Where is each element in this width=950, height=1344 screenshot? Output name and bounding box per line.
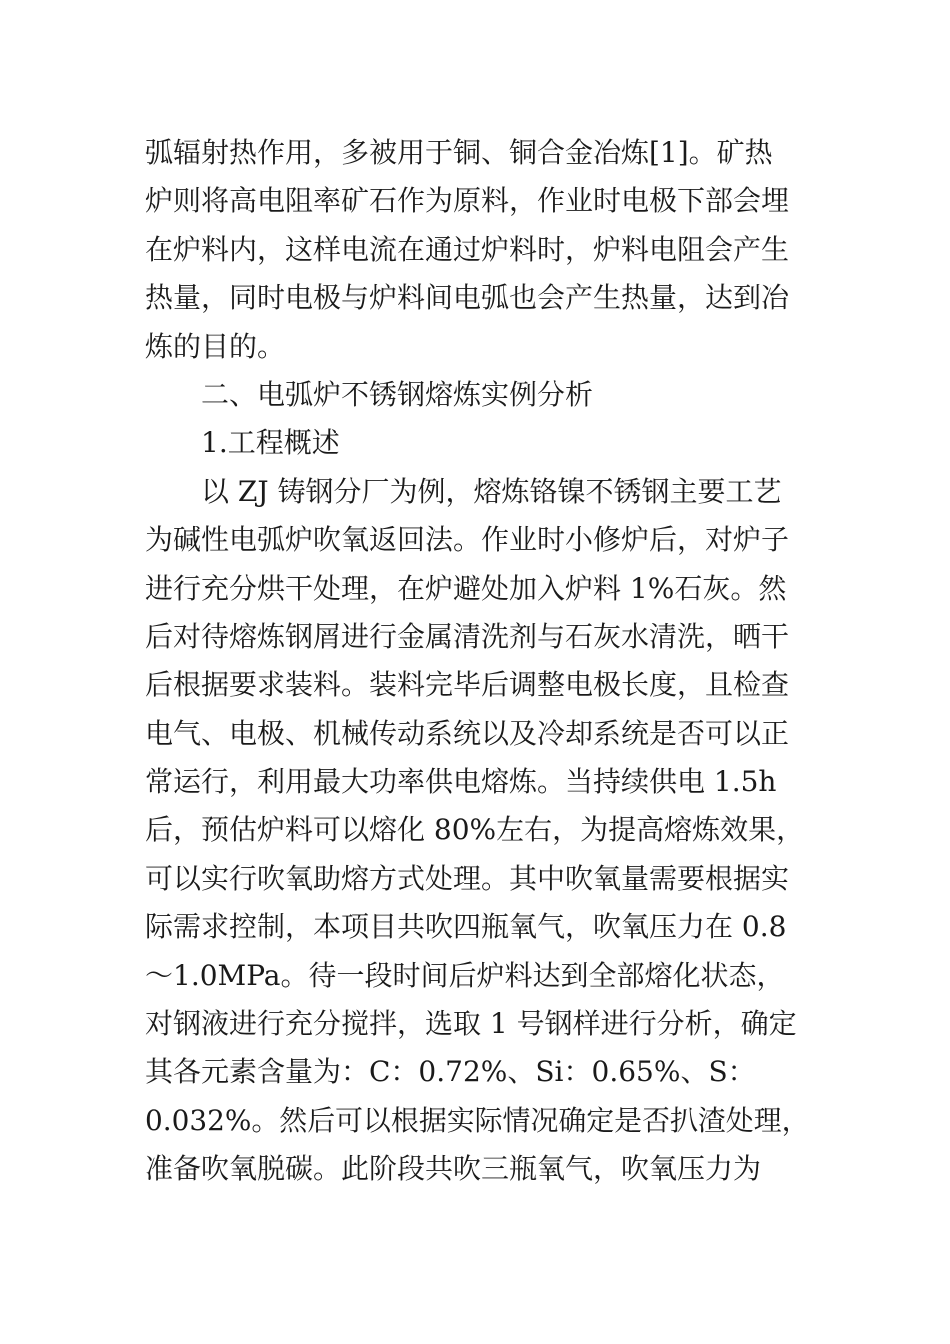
text-line: 0.032%。然后可以根据实际情况确定是否扒渣处理， — [145, 1103, 810, 1137]
text-line: 二、电弧炉不锈钢熔炼实例分析 — [201, 377, 594, 411]
text-line: 后对待熔炼钢屑进行金属清洗剂与石灰水清洗，晒干 — [145, 619, 790, 653]
body-text — [145, 129, 810, 1194]
text-line: 进行充分烘干处理，在炉避处加入炉料 1%石灰。然 — [145, 571, 787, 605]
text-line: 准备吹氧脱碳。此阶段共吹三瓶氧气，吹氧压力为 — [145, 1152, 762, 1186]
text-line: 炉则将高电阻率矿石作为原料，作业时电极下部会埋 — [145, 184, 790, 218]
text-line: 电气、电极、机械传动系统以及冷却系统是否可以正 — [145, 716, 790, 750]
text-line: 为碱性电弧炉吹氧返回法。作业时小修炉后，对炉子 — [145, 523, 790, 557]
text-line: 热量，同时电极与炉料间电弧也会产生热量，达到冶 — [145, 281, 790, 315]
text-line: 常运行，利用最大功率供电熔炼。当持续供电 1.5h — [145, 765, 777, 799]
text-line: 际需求控制，本项目共吹四瓶氧气，吹氧压力在 0.8 — [145, 910, 787, 944]
text-line: 在炉料内，这样电流在通过炉料时，炉料电阻会产生 — [145, 232, 790, 266]
text-line: 可以实行吹氧助熔方式处理。其中吹氧量需要根据实 — [145, 861, 790, 895]
text-line: 后根据要求装料。装料完毕后调整电极长度，且检查 — [145, 668, 790, 702]
text-line: 1.工程概述 — [201, 426, 340, 460]
text-line: 后，预估炉料可以熔化 80%左右，为提高熔炼效果， — [145, 813, 805, 847]
text-line: 对钢液进行充分搅拌，选取 1 号钢样进行分析，确定 — [145, 1007, 797, 1041]
text-line: ～1.0MPa。待一段时间后炉料达到全部熔化状态， — [145, 958, 785, 992]
text-line: 弧辐射热作用，多被用于铜、铜合金冶炼[1]。矿热 — [145, 136, 773, 169]
text-line: 其各元素含量为：C：0.72%、Si：0.65%、S： — [145, 1055, 756, 1089]
text-line: 炼的目的。 — [145, 329, 286, 363]
text-line: 以 ZJ 铸钢分厂为例，熔炼铬镍不锈钢主要工艺 — [201, 474, 782, 508]
